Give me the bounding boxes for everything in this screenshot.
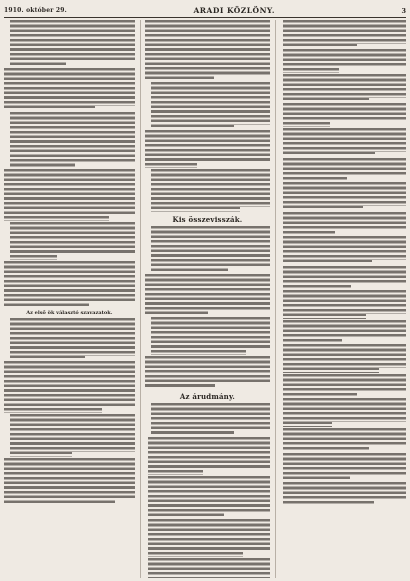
paragraph — [145, 356, 271, 389]
paragraph — [151, 403, 271, 436]
list-paragraph — [283, 320, 406, 344]
list-paragraph — [283, 74, 406, 102]
list-paragraph — [283, 344, 406, 372]
list-paragraph — [283, 20, 406, 48]
list-paragraph — [148, 558, 271, 578]
list-paragraph — [283, 482, 406, 506]
section-subheading: Az első ök választó szavazatok. — [26, 309, 113, 316]
page-number: 3 — [401, 6, 406, 15]
list-paragraph — [283, 266, 406, 290]
list-paragraph — [283, 290, 406, 318]
list-paragraph — [283, 453, 406, 481]
list-paragraph — [283, 428, 406, 452]
paragraph — [145, 130, 271, 168]
column-3 — [275, 20, 406, 578]
paragraph — [10, 318, 135, 360]
paragraph — [10, 20, 135, 67]
issue-date: 1910. október 29. — [4, 7, 67, 14]
paragraph — [4, 361, 135, 413]
paragraph — [10, 414, 135, 456]
paragraph — [151, 226, 271, 273]
list-paragraph — [283, 212, 406, 236]
page-header — [4, 4, 406, 18]
paragraph — [4, 68, 135, 110]
list-paragraph — [283, 374, 406, 398]
paragraph — [151, 317, 271, 355]
paragraph — [4, 169, 135, 221]
list-paragraph — [283, 49, 406, 73]
paragraph — [151, 82, 271, 129]
section-heading: Kis összevisszák. — [172, 214, 243, 224]
text-columns — [4, 20, 406, 578]
paragraph — [151, 169, 271, 211]
list-paragraph — [283, 128, 406, 156]
paragraph — [10, 112, 135, 168]
list-paragraph — [283, 236, 406, 264]
list-paragraph — [283, 103, 406, 127]
list-paragraph — [148, 519, 271, 557]
list-paragraph — [283, 158, 406, 182]
list-paragraph — [148, 476, 271, 518]
column-1 — [4, 20, 135, 578]
section-heading: Az árudmány. — [179, 391, 236, 401]
paragraph — [10, 222, 135, 260]
paragraph — [4, 261, 135, 308]
list-paragraph — [283, 182, 406, 210]
paragraph — [145, 20, 271, 81]
paragraph — [4, 458, 135, 505]
paragraph — [145, 274, 271, 316]
masthead-title: ARADI KÖZLÖNY. — [193, 6, 275, 15]
list-paragraph — [148, 437, 271, 475]
column-2 — [140, 20, 271, 578]
list-paragraph — [283, 398, 406, 426]
